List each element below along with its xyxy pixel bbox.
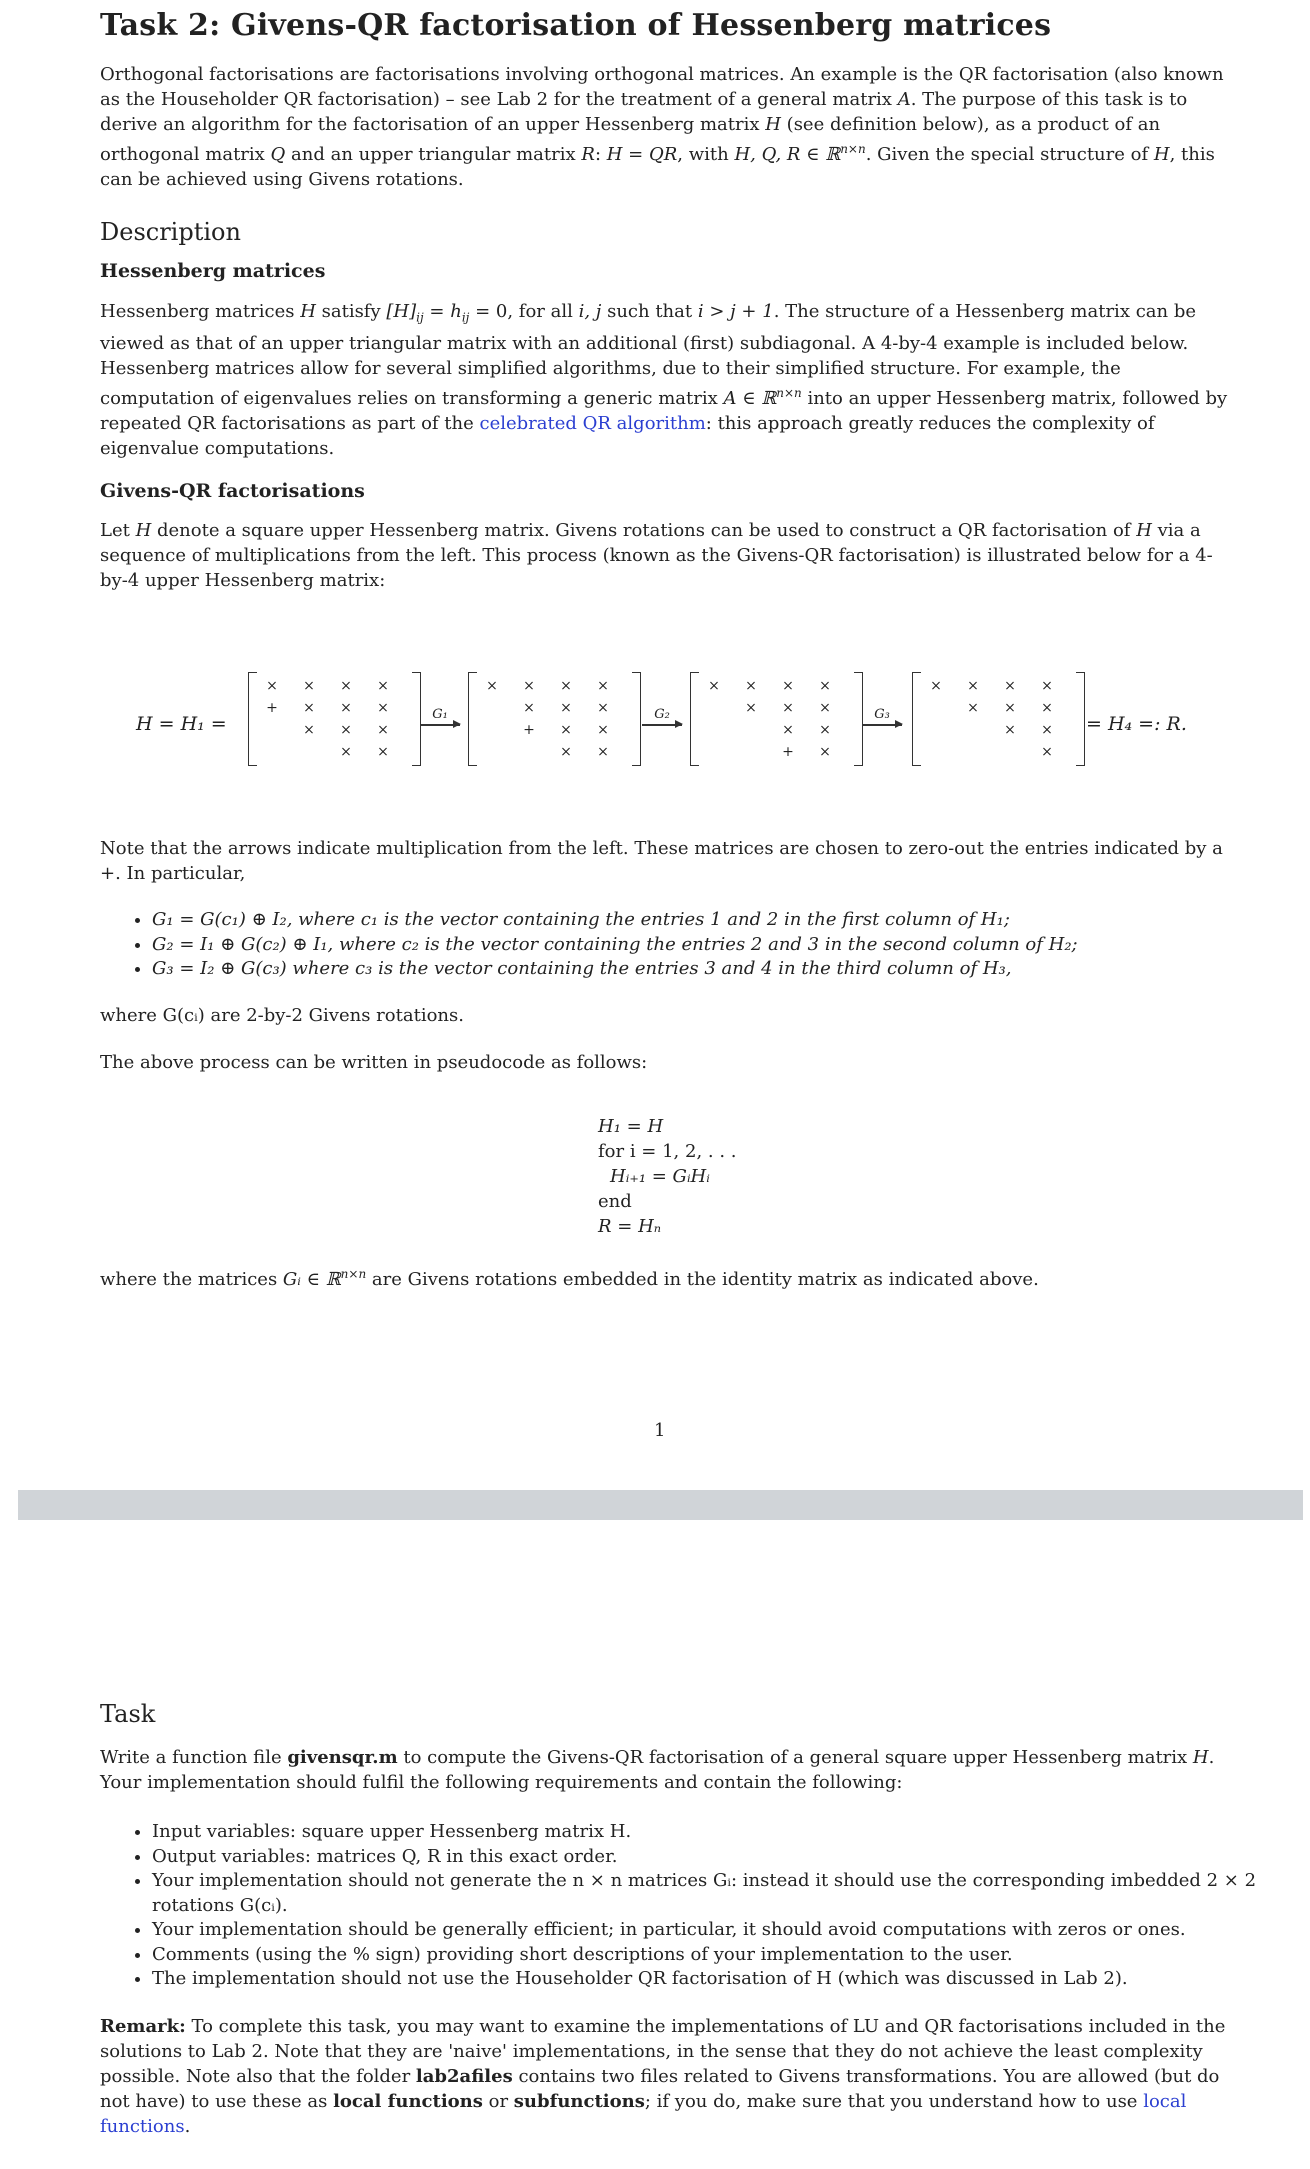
matrix-entry: × bbox=[597, 678, 609, 694]
page-separator bbox=[18, 1490, 1303, 1520]
matrix-entry: × bbox=[303, 678, 315, 694]
matrix-entry: × bbox=[340, 678, 352, 694]
matrix-entry: × bbox=[967, 678, 979, 694]
list-item: • Comments (using the % sign) providing short descriptions of your implementation to the user. bbox=[152, 1943, 1282, 1968]
matrix-entry: × bbox=[1041, 744, 1053, 760]
local-functions-link[interactable]: local functions bbox=[100, 2091, 1187, 2137]
matrix-entry: × bbox=[560, 722, 572, 738]
where-paragraph: where G(cᵢ) are 2-by-2 Givens rotations. bbox=[100, 1005, 464, 1026]
pseudocode-line: end bbox=[598, 1191, 632, 1212]
matrix-entry: × bbox=[486, 678, 498, 694]
matrix-entry-plus: + bbox=[266, 700, 278, 716]
matrix-bracket-left bbox=[468, 672, 477, 766]
givens-arrow-label: G₁ bbox=[432, 707, 448, 722]
matrix-entry: × bbox=[340, 700, 352, 716]
matrix-bracket-left bbox=[690, 672, 699, 766]
pseudocode-block bbox=[598, 1114, 737, 1239]
matrix-entry: × bbox=[340, 744, 352, 760]
givensqr-heading: Givens-QR factorisations bbox=[100, 480, 365, 502]
givens-arrow-label: G₃ bbox=[874, 707, 890, 722]
matrix-entry-plus: + bbox=[782, 744, 794, 760]
matrix-entry: × bbox=[560, 678, 572, 694]
figure-lhs-label: H = H₁ = bbox=[136, 713, 227, 735]
matrix-entry: × bbox=[819, 722, 831, 738]
matrix-entry: × bbox=[819, 700, 831, 716]
arrow-shaft bbox=[642, 724, 682, 726]
arrow-shaft bbox=[862, 724, 902, 726]
matrix-entry: × bbox=[1004, 700, 1016, 716]
matrix-entry: × bbox=[523, 678, 535, 694]
matrix-entry: × bbox=[597, 722, 609, 738]
matrix-entry: × bbox=[597, 700, 609, 716]
document-page-2 bbox=[0, 1520, 1310, 2169]
matrix-bracket-left bbox=[912, 672, 921, 766]
givens-arrow-label: G₂ bbox=[654, 707, 670, 722]
hessenberg-heading: Hessenberg matrices bbox=[100, 260, 326, 282]
matrix-entry: × bbox=[1004, 722, 1016, 738]
matrix-entry: × bbox=[560, 744, 572, 760]
page-number: 1 bbox=[654, 1420, 666, 1441]
arrow-shaft bbox=[420, 724, 460, 726]
matrix-entry: × bbox=[1041, 700, 1053, 716]
matrix-entry: × bbox=[303, 700, 315, 716]
matrix-bracket-right bbox=[632, 672, 641, 766]
matrix-entry: × bbox=[782, 722, 794, 738]
list-item: • Your implementation should not generate the n × n matrices Gᵢ: instead it should use the corresponding imbedded 2 × 2 rotations G(cᵢ). bbox=[152, 1869, 1282, 1918]
matrix-entry: × bbox=[523, 700, 535, 716]
matrix-bracket-right bbox=[1076, 672, 1085, 766]
task-heading: Task bbox=[100, 1700, 156, 1728]
matrix-entry: × bbox=[819, 744, 831, 760]
note-paragraph: Note that the arrows indicate multiplication from the left. These matrices are chosen to zero-out the entries indicated by a +. In particular, bbox=[100, 838, 1223, 884]
matrix-entry: × bbox=[377, 700, 389, 716]
list-item: • G₃ = I₂ ⊕ G(c₃) where c₃ is the vector containing the entries 3 and 4 in the third column of H₃, bbox=[152, 957, 1282, 982]
matrix-entry-plus: + bbox=[523, 722, 535, 738]
matrix-entry: × bbox=[1041, 722, 1053, 738]
hessenberg-paragraph: Hessenberg matrices H satisfy $[H]_{ij} = h_{ij} = 0$, for all i, j such that i > j + 1. The structure of a Hessenberg matrix can be viewed as that of an upper triangular matrix with an additional (first) subdiagonal. A 4-by-4 example is included below. Hessenberg matrices allow for several simplified algorithms, due to their simplified structure. For example, the computation of eigenvalues relies on transforming a generic matrix A ∈ ℝ$^{n\times n}$ into an upper Hessenberg matrix, followed by repeated QR factorisations as part of the celebrated QR algorithm: this approach greatly reduces the complexity of eigenvalue computations. bbox=[100, 301, 1228, 459]
matrix-entry: × bbox=[377, 678, 389, 694]
pseudocode-line: Hᵢ₊₁ = GᵢHᵢ bbox=[610, 1166, 710, 1187]
givens-arrow bbox=[420, 708, 460, 726]
matrix-entry: × bbox=[745, 678, 757, 694]
matrix-entry: × bbox=[560, 700, 572, 716]
pseudocode-intro: The above process can be written in pseudocode as follows: bbox=[100, 1052, 648, 1073]
matrix-entry: × bbox=[1041, 678, 1053, 694]
matrix-entry: × bbox=[967, 700, 979, 716]
givensqr-paragraph: Let H denote a square upper Hessenberg matrix. Givens rotations can be used to construct a QR factorisation of H via a sequence of multiplications from the left. This process (known as the Givens-QR factorisation) is illustrated below for a 4-by-4 upper Hessenberg matrix: bbox=[100, 520, 1213, 591]
list-item: • Input variables: square upper Hessenberg matrix H. bbox=[152, 1820, 1282, 1845]
matrix-entry: × bbox=[782, 678, 794, 694]
matrix-entry: × bbox=[745, 700, 757, 716]
matrix-bracket-left bbox=[248, 672, 257, 766]
description-heading: Description bbox=[100, 218, 241, 246]
matrix-entry: × bbox=[782, 700, 794, 716]
givens-arrow bbox=[642, 708, 682, 726]
page-title: Task 2: Givens-QR factorisation of Hessenberg matrices bbox=[100, 8, 1052, 43]
givens-bullet-list bbox=[100, 908, 1282, 982]
pseudocode-line: R = Hₙ bbox=[598, 1216, 662, 1237]
matrix-entry: × bbox=[377, 744, 389, 760]
givens-arrow bbox=[862, 708, 902, 726]
list-item: • The implementation should not use the Householder QR factorisation of H (which was discussed in Lab 2). bbox=[152, 1967, 1282, 1992]
list-item: • Your implementation should be generally efficient; in particular, it should avoid computations with zeros or ones. bbox=[152, 1918, 1282, 1943]
remark-paragraph: Remark: To complete this task, you may want to examine the implementations of LU and QR factorisations included in the solutions to Lab 2. Note that they are 'naive' implementations, in the sense that they do not achieve the least complexity possible. Note also that the folder lab2afiles contains two files related to Givens transformations. You are allowed (but do not have) to use these as local functions or subfunctions; if you do, make sure that you understand how to use local functions. bbox=[100, 2016, 1226, 2137]
task-paragraph: Write a function file givensqr.m to compute the Givens-QR factorisation of a general square upper Hessenberg matrix H. Your implementation should fulfil the following requirements and contain the following: bbox=[100, 1747, 1215, 1793]
matrix-entry: × bbox=[597, 744, 609, 760]
matrix-entry: × bbox=[303, 722, 315, 738]
pseudocode-line: H₁ = H bbox=[598, 1116, 664, 1137]
list-item: • Output variables: matrices Q, R in this exact order. bbox=[152, 1845, 1282, 1870]
list-item: • G₂ = I₁ ⊕ G(c₂) ⊕ I₁, where c₂ is the vector containing the entries 2 and 3 in the second column of H₂; bbox=[152, 933, 1282, 958]
intro-paragraph: Orthogonal factorisations are factorisations involving orthogonal matrices. An example is the QR factorisation (also known as the Householder QR factorisation) – see Lab 2 for the treatment of a general matrix A. The purpose of this task is to derive an algorithm for the factorisation of an upper Hessenberg matrix H (see definition below), as a product of an orthogonal matrix Q and an upper triangular matrix R: H = QR, with H, Q, R ∈ ℝ$^{n\times n}$. Given the special structure of H, this can be achieved using Givens rotations. bbox=[100, 64, 1224, 190]
givens-qr-figure bbox=[0, 668, 1310, 768]
celebrated-qr-algorithm-link[interactable]: celebrated QR algorithm bbox=[479, 412, 706, 434]
matrix-entry: × bbox=[819, 678, 831, 694]
figure-rhs-label: = H₄ =: R. bbox=[1086, 713, 1187, 735]
pseudocode-line: for i = 1, 2, . . . bbox=[598, 1141, 737, 1162]
matrix-entry: × bbox=[1004, 678, 1016, 694]
matrix-entry: × bbox=[708, 678, 720, 694]
matrix-entry: × bbox=[266, 678, 278, 694]
matrix-entry: × bbox=[930, 678, 942, 694]
list-item: • G₁ = G(c₁) ⊕ I₂, where c₁ is the vector containing the entries 1 and 2 in the first column of H₁; bbox=[152, 908, 1282, 933]
matrix-entry: × bbox=[377, 722, 389, 738]
requirements-list bbox=[100, 1820, 1282, 1992]
closing-paragraph: where the matrices Gᵢ ∈ ℝ$^{n\times n}$ are Givens rotations embedded in the identity matrix as indicated above. bbox=[100, 1267, 1039, 1290]
matrix-entry: × bbox=[340, 722, 352, 738]
